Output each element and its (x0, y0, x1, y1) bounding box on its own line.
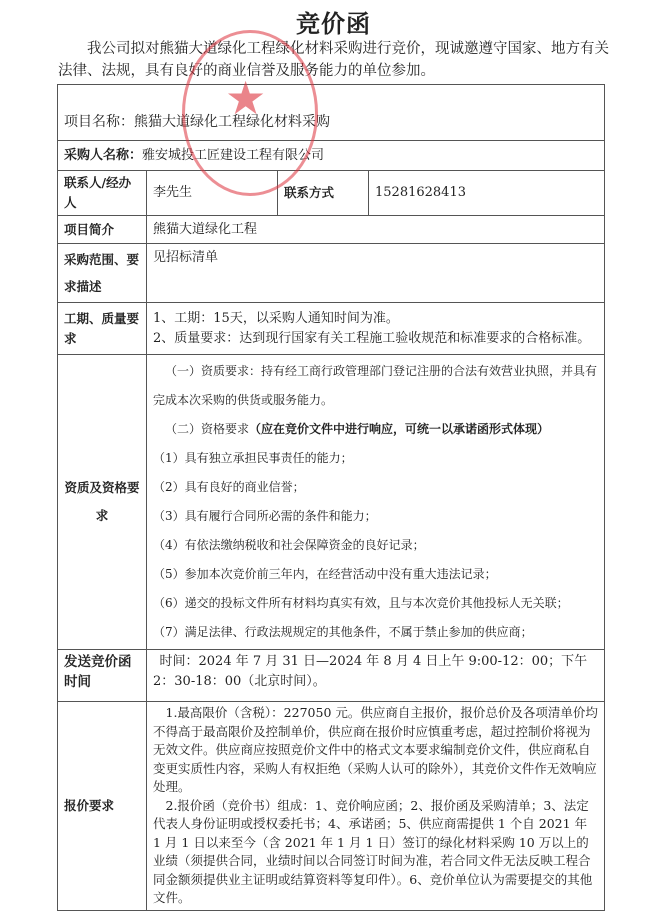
qualification-item: （1）具有独立承担民事责任的能力； (153, 451, 353, 465)
project-name: 项目名称：熊猫大道绿化工程绿化材料采购 (58, 85, 605, 141)
qualification-label: 资质及资格要求 (58, 355, 147, 650)
row-contact (58, 171, 605, 216)
intro-paragraph: 我公司拟对熊猫大道绿化工程绿化材料采购进行竞价，现诚邀遵守国家、地方有关法律、法规，具有良好的商业信誉及服务能力的单位参加。 (58, 41, 609, 79)
contact-method-value: 15281628413 (369, 171, 605, 216)
qualification-item: （2）具有良好的商业信誉； (153, 480, 305, 494)
star-icon: ★ (225, 71, 267, 125)
project-intro-label: 项目简介 (58, 216, 147, 244)
purchaser-cell (58, 141, 605, 171)
row-quote (58, 702, 605, 911)
row-schedule (58, 303, 605, 355)
schedule-line: 1、工期：15天，以采购人通知时间为准。 (153, 310, 399, 326)
qualification-item: （7）满足法律、行政法规规定的其他条件，不属于禁止参加的供应商； (153, 625, 533, 639)
q2-prefix: （二）资格要求 (165, 422, 250, 436)
project-intro-value: 熊猫大道绿化工程 (147, 216, 605, 244)
bid-table (57, 84, 605, 911)
send-time-label: 发送竞价函时间 (58, 650, 147, 702)
schedule-value (147, 303, 605, 355)
qualification-item: （6）递交的投标文件所有材料均真实有效，且与本次竞价其他投标人无关联； (153, 596, 569, 610)
row-qualification (58, 355, 605, 650)
quote-value (147, 702, 605, 911)
schedule-label: 工期、质量要求 (58, 303, 147, 355)
row-scope (58, 244, 605, 303)
row-purchaser (58, 141, 605, 171)
quote-p1: 1.最高限价（含税）：227050 元。供应商自主报价，报价总价及各项清单价均不得高于最高限价及控制单价，供应商在报价时应慎重考虑，超过控制价将视为无效文件。供应商应按照竞价文件中的格式文本要求编制竞价文件，供应商私自变更实质性内容，采购人有权拒绝（采购人认可的除外），其竞价文件作无效响应处理。 (153, 705, 598, 794)
contact-label: 联系人/经办人 (58, 171, 147, 216)
qualification-q2 (153, 415, 598, 444)
row-send-time (58, 650, 605, 702)
contact-method-label: 联系方式 (278, 171, 369, 216)
scope-label: 采购范围、要求描述 (58, 244, 147, 303)
scope-value: 见招标清单 (147, 244, 605, 303)
quote-p2: 2.报价函（竞价书）组成：1、竞价响应函；2、报价函及采购清单；3、法定代表人身份证明或授权委托书；4、承诺函；5、供应商需提供 1 个自 2021 年 1 月 1 日以来至今（含 2021 年 1 月 1 日）签订的绿化材料采购 10 万以上的业绩（须提供合同，业绩时间以合同签订时间为准，若合同文件无法反映工程合同金额须提供业主证明或结算资料等复印件）。6、竞价单位认为需要提交的其他文件。 (153, 797, 593, 905)
row-project-name (58, 85, 605, 141)
qualification-item: （4）有依法缴纳税收和社会保障资金的良好记录； (153, 538, 425, 552)
purchaser-label: 采购人名称： (64, 147, 143, 163)
document-title: 竞价函 (296, 9, 371, 38)
row-project-intro (58, 216, 605, 244)
qualification-value (147, 355, 605, 650)
schedule-line: 2、质量要求：达到现行国家有关工程施工验收规范和标准要求的合格标准。 (153, 330, 591, 346)
q2-bold: （应在竞价文件中进行响应，可统一以承诺函形式体现） (249, 422, 550, 436)
qualification-item: （3）具有履行合同所必需的条件和能力； (153, 509, 377, 523)
send-time-value: 时间：2024 年 7 月 31 日—2024 年 8 月 4 日上午 9:00-12：00；下午 2：30-18：00（北京时间）。 (147, 650, 605, 702)
qualification-q1: （一）资质要求：持有经工商行政管理部门登记注册的合法有效营业执照，并具有完成本次采购的供货或服务能力。 (153, 364, 598, 407)
quote-label: 报价要求 (58, 702, 147, 911)
purchaser-value: 雅安城投工匠建设工程有限公司 (142, 147, 325, 163)
contact-value: 李先生 (147, 171, 278, 216)
qualification-item: （5）参加本次竞价前三年内，在经营活动中没有重大违法记录； (153, 567, 497, 581)
